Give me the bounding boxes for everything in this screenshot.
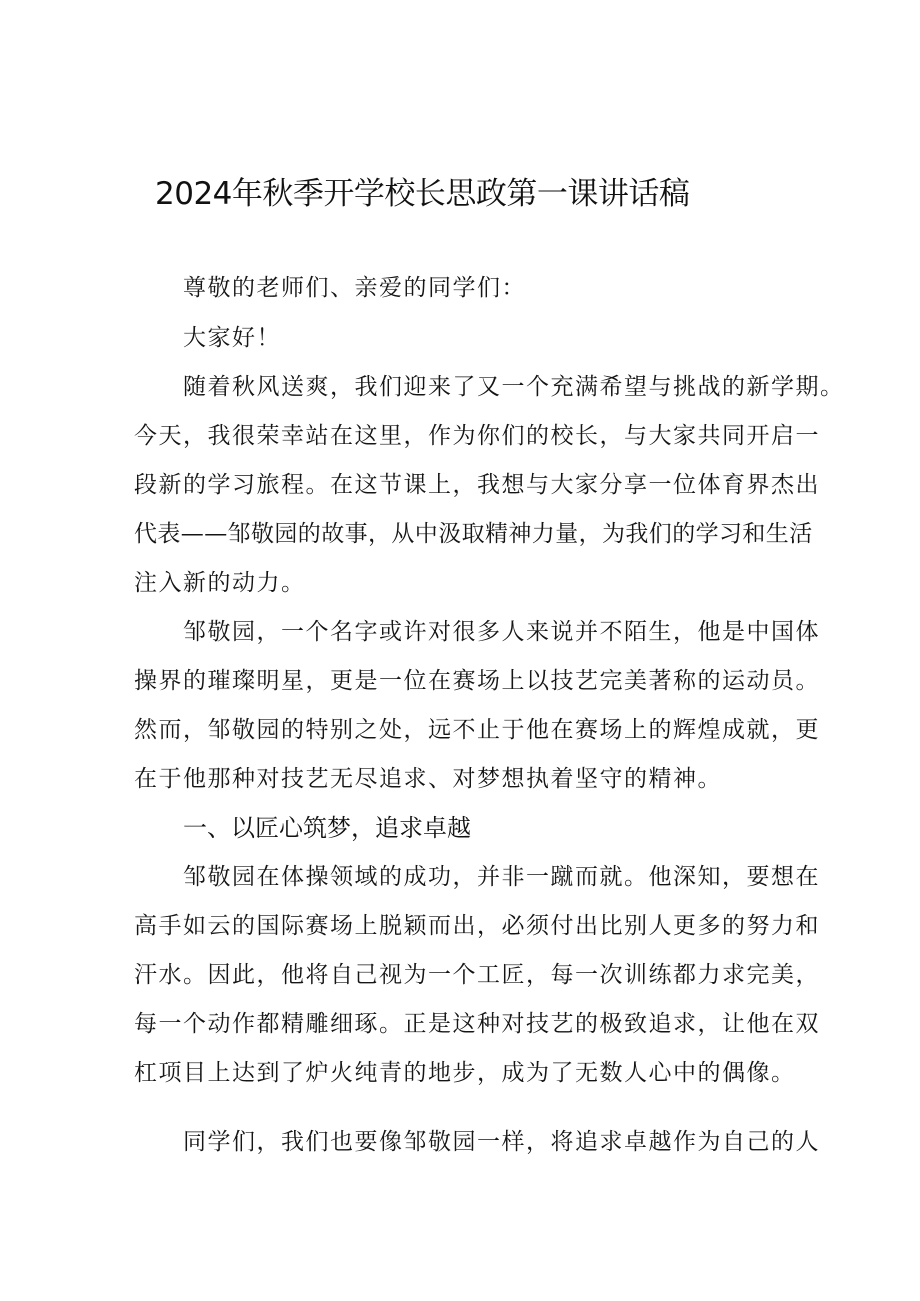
salutation: 尊敬的老师们、亲爱的同学们： xyxy=(183,275,526,301)
paragraph-line: 高手如云的国际赛场上脱颖而出，必须付出比别人更多的努力和 xyxy=(134,913,820,939)
document-title: 2024年秋季开学校长思政第一课讲话稿 xyxy=(155,176,690,212)
paragraph-line: 注入新的动力。 xyxy=(134,570,306,596)
paragraph-line: 杠项目上达到了炉火纯青的地步，成为了无数人心中的偶像。 xyxy=(134,1060,796,1086)
paragraph-line: 随着秋风送爽，我们迎来了又一个充满希望与挑战的新学期。 xyxy=(183,374,845,400)
paragraph-line: 邹敬园，一个名字或许对很多人来说并不陌生，他是中国体 xyxy=(183,619,820,645)
paragraph-line: 操界的璀璨明星，更是一位在赛场上以技艺完美著称的运动员。 xyxy=(134,668,820,694)
paragraph-line: 今天，我很荣幸站在这里，作为你们的校长，与大家共同开启一 xyxy=(134,423,820,449)
paragraph-line: 段新的学习旅程。在这节课上，我想与大家分享一位体育界杰出 xyxy=(134,472,820,498)
paragraph-line: 然而，邹敬园的特别之处，远不止于他在赛场上的辉煌成就，更 xyxy=(134,717,820,743)
paragraph-line: 在于他那种对技艺无尽追求、对梦想执着坚守的精神。 xyxy=(134,766,722,792)
paragraph-line: 邹敬园在体操领域的成功，并非一蹴而就。他深知，要想在 xyxy=(183,864,820,890)
section-heading: 一、以匠心筑梦，追求卓越 xyxy=(183,814,471,842)
paragraph-line: 代表——邹敬园的故事，从中汲取精神力量，为我们的学习和生活 xyxy=(134,521,813,547)
paragraph-line: 每一个动作都精雕细琢。正是这种对技艺的极致追求，让他在双 xyxy=(134,1011,820,1037)
paragraph-line: 汗水。因此，他将自己视为一个工匠，每一次训练都力求完美， xyxy=(134,962,820,988)
paragraph-line: 同学们，我们也要像邹敬园一样，将追求卓越作为自己的人 xyxy=(183,1129,820,1155)
greeting: 大家好！ xyxy=(183,325,281,351)
